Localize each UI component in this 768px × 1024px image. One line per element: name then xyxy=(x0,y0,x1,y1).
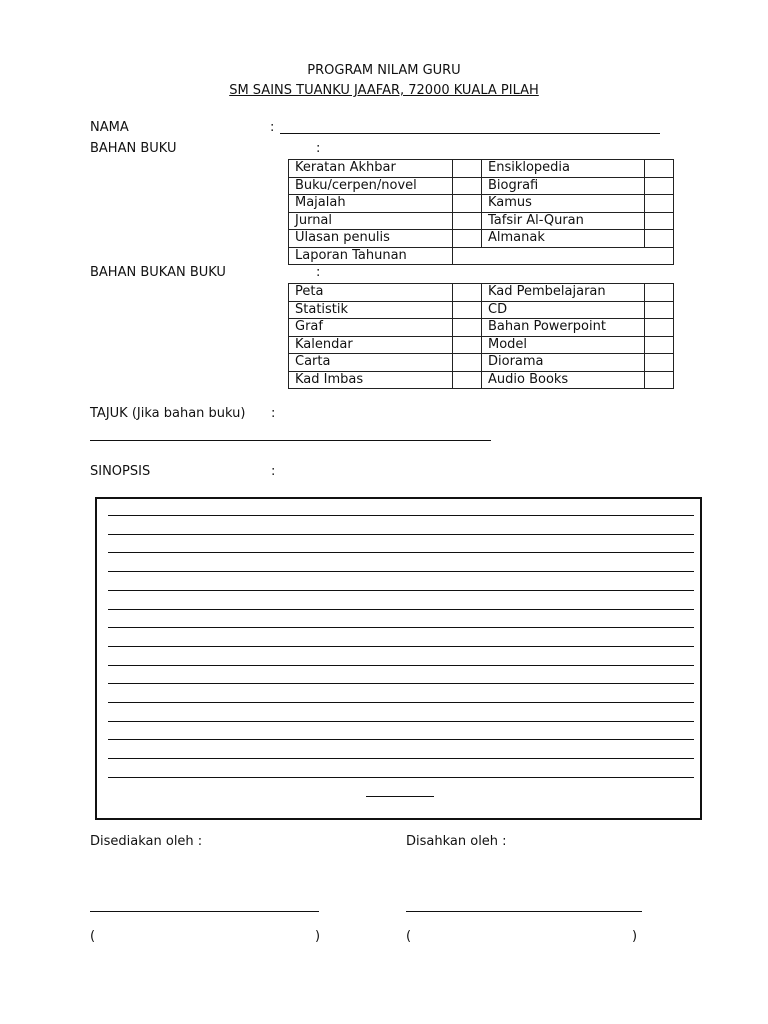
option-label: Buku/cerpen/novel xyxy=(289,177,453,195)
option-checkbox[interactable] xyxy=(453,247,674,265)
writing-line xyxy=(108,609,694,610)
option-checkbox[interactable] xyxy=(453,301,482,319)
option-checkbox[interactable] xyxy=(645,354,674,372)
writing-line xyxy=(108,646,694,647)
option-checkbox[interactable] xyxy=(453,336,482,354)
disediakan-paren-open: ( xyxy=(90,929,96,944)
option-label: Statistik xyxy=(289,301,453,319)
option-label: Graf xyxy=(289,319,453,337)
disahkan-label: Disahkan oleh : xyxy=(406,834,507,849)
tajuk-input-line[interactable] xyxy=(90,440,491,441)
option-label: Almanak xyxy=(482,230,645,248)
option-checkbox[interactable] xyxy=(645,371,674,389)
option-label: Model xyxy=(482,336,645,354)
writing-line xyxy=(108,665,694,666)
disediakan-signature-line[interactable] xyxy=(90,911,319,912)
table-row xyxy=(289,195,674,213)
sinopsis-box[interactable] xyxy=(95,497,702,820)
writing-line xyxy=(108,552,694,553)
option-checkbox[interactable] xyxy=(645,336,674,354)
option-checkbox[interactable] xyxy=(645,284,674,302)
nama-colon: : xyxy=(270,120,275,135)
table-row xyxy=(289,336,674,354)
option-checkbox[interactable] xyxy=(453,354,482,372)
writing-line-short xyxy=(366,796,434,797)
option-checkbox[interactable] xyxy=(453,212,482,230)
bahan-buku-label: BAHAN BUKU xyxy=(90,141,177,156)
disediakan-paren-close: ) xyxy=(315,929,321,944)
writing-line xyxy=(108,534,694,535)
option-checkbox[interactable] xyxy=(645,212,674,230)
table-row xyxy=(289,301,674,319)
option-checkbox[interactable] xyxy=(453,284,482,302)
option-label: Kad Pembelajaran xyxy=(482,284,645,302)
option-label: Biografi xyxy=(482,177,645,195)
option-label: Laporan Tahunan xyxy=(289,247,453,265)
option-label: Keratan Akhbar xyxy=(289,160,453,178)
writing-line xyxy=(108,683,694,684)
table-row xyxy=(289,160,674,178)
nama-input-line[interactable] xyxy=(280,133,660,134)
writing-line xyxy=(108,515,694,516)
option-label: CD xyxy=(482,301,645,319)
table-row xyxy=(289,230,674,248)
table-row xyxy=(289,371,674,389)
option-label: Bahan Powerpoint xyxy=(482,319,645,337)
table-row xyxy=(289,177,674,195)
option-label: Audio Books xyxy=(482,371,645,389)
option-label: Kamus xyxy=(482,195,645,213)
disahkan-paren-close: ) xyxy=(632,929,638,944)
writing-line xyxy=(108,758,694,759)
bahan-bukan-buku-table xyxy=(288,283,674,389)
option-label: Ensiklopedia xyxy=(482,160,645,178)
option-label: Tafsir Al-Quran xyxy=(482,212,645,230)
option-checkbox[interactable] xyxy=(453,230,482,248)
option-label: Diorama xyxy=(482,354,645,372)
sinopsis-colon: : xyxy=(271,464,276,479)
writing-line xyxy=(108,739,694,740)
table-row xyxy=(289,354,674,372)
option-label: Kad Imbas xyxy=(289,371,453,389)
bahan-bukan-buku-colon: : xyxy=(316,265,321,280)
writing-line xyxy=(108,702,694,703)
table-row xyxy=(289,212,674,230)
option-checkbox[interactable] xyxy=(453,195,482,213)
writing-line xyxy=(108,590,694,591)
option-checkbox[interactable] xyxy=(453,177,482,195)
writing-line xyxy=(108,777,694,778)
option-label: Majalah xyxy=(289,195,453,213)
option-checkbox[interactable] xyxy=(645,301,674,319)
option-label: Peta xyxy=(289,284,453,302)
option-label: Carta xyxy=(289,354,453,372)
option-label: Jurnal xyxy=(289,212,453,230)
option-checkbox[interactable] xyxy=(453,319,482,337)
school-name: SM SAINS TUANKU JAAFAR, 72000 KUALA PILAH xyxy=(229,83,539,98)
bahan-buku-table xyxy=(288,159,674,265)
table-row xyxy=(289,247,674,265)
writing-line xyxy=(108,627,694,628)
disahkan-paren-open: ( xyxy=(406,929,412,944)
option-checkbox[interactable] xyxy=(645,230,674,248)
option-checkbox[interactable] xyxy=(645,160,674,178)
writing-line xyxy=(108,571,694,572)
nama-label: NAMA xyxy=(90,120,129,135)
disahkan-signature-line[interactable] xyxy=(406,911,642,912)
option-checkbox[interactable] xyxy=(645,177,674,195)
option-label: Ulasan penulis xyxy=(289,230,453,248)
form-title: PROGRAM NILAM GURU xyxy=(307,63,461,78)
option-checkbox[interactable] xyxy=(453,371,482,389)
option-label: Kalendar xyxy=(289,336,453,354)
bahan-buku-colon: : xyxy=(316,141,321,156)
option-checkbox[interactable] xyxy=(645,319,674,337)
writing-line xyxy=(108,721,694,722)
disediakan-label: Disediakan oleh : xyxy=(90,834,203,849)
sinopsis-label: SINOPSIS xyxy=(90,464,151,479)
tajuk-colon: : xyxy=(271,406,276,421)
table-row xyxy=(289,284,674,302)
option-checkbox[interactable] xyxy=(645,195,674,213)
bahan-bukan-buku-label: BAHAN BUKAN BUKU xyxy=(90,265,226,280)
tajuk-label: TAJUK (Jika bahan buku) xyxy=(90,406,246,421)
table-row xyxy=(289,319,674,337)
option-checkbox[interactable] xyxy=(453,160,482,178)
